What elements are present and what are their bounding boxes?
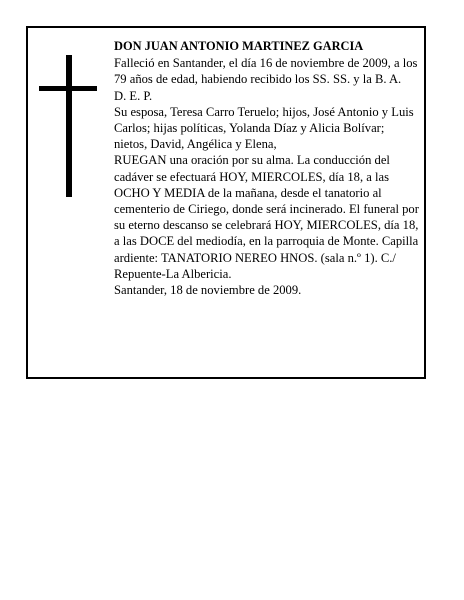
service-details: RUEGAN una oración por su alma. La conducción del cadáver se efectuará HOY, MIERCOLES, día 18, a las OCHO Y MEDIA de la mañana, desde el tanatorio al cementerio de Ciriego, donde será incinerado. El funeral por su eterno descanso se celebrará HOY, MIERCOLES, día 18, a las DOCE del mediodía, en la parroquia de Monte. Capilla ardiente: TANATORIO NEREO HNOS. (sala n.º 1). C./ Repuente-La Albericia.	[114, 153, 419, 281]
family-list: Su esposa, Teresa Carro Teruelo; hijos, José Antonio y Luis Carlos; hijas políticas, Yolanda Díaz y Alicia Bolívar; nietos, David, Angélica y Elena,	[114, 104, 414, 152]
rest-in-peace: D. E. P.	[114, 88, 153, 103]
obituary-notice	[26, 26, 426, 379]
cross-horizontal-bar	[39, 86, 97, 91]
notice-text	[114, 38, 420, 298]
death-announcement: Falleció en Santander, el día 16 de noviembre de 2009, a los 79 años de edad, habiendo recibido los SS. SS. y la B. A.	[114, 56, 418, 87]
cross-vertical-bar	[66, 55, 72, 197]
place-date: Santander, 18 de noviembre de 2009.	[114, 283, 302, 298]
deceased-name: DON JUAN ANTONIO MARTINEZ GARCIA	[114, 39, 364, 53]
